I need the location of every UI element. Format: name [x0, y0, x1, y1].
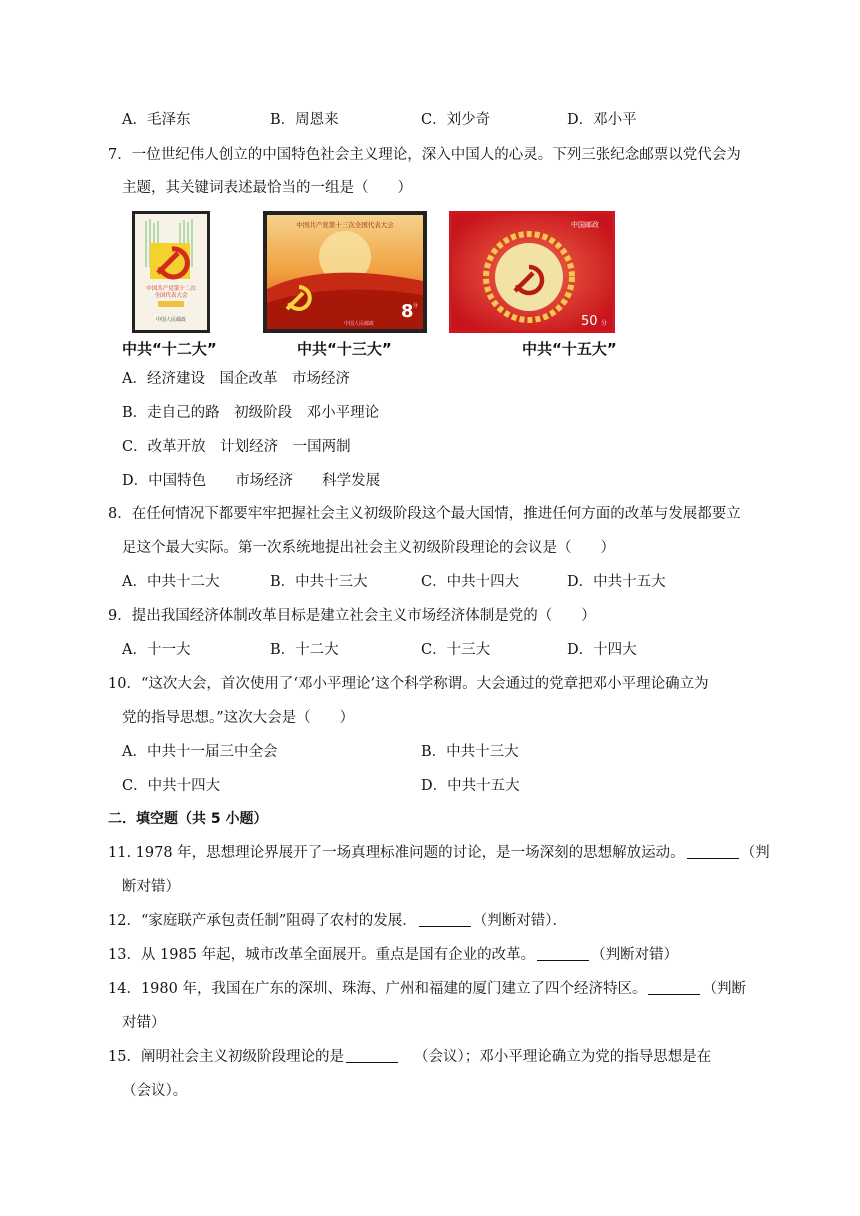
q9-option-a: A．十一大 — [122, 642, 191, 658]
q13-line — [108, 945, 678, 965]
q7-stem-line1: 7．一位世纪伟人创立的中国特色社会主义理论，深入中国人的心灵。下列三张纪念邮票以党代会为 — [108, 147, 741, 163]
stamp2-bottom: 中国人民邮政 — [343, 321, 375, 327]
q6-option-c: C．刘少奇 — [421, 112, 491, 128]
q8-stem-line2: 足这个最大实际。第一次系统地提出社会主义初级阶段理论的会议是（ ） — [122, 540, 615, 556]
q12-text: 12．“家庭联产承包责任制”阻碍了农村的发展． — [108, 913, 417, 929]
q13-judge: （判断对错） — [591, 947, 679, 963]
stamp-caption-15th: 中共“十五大” — [522, 340, 617, 358]
stamp-12th-congress — [132, 211, 210, 333]
stamp3-country: 中国邮政 — [571, 221, 599, 229]
q11-line1 — [108, 843, 770, 863]
q9-stem: 9．提出我国经济体制改革目标是建立社会主义市场经济体制是党的（ ） — [108, 608, 596, 624]
stamp3-value: 50 — [581, 314, 598, 329]
q15-blank-1[interactable] — [346, 1048, 398, 1063]
q15-text2: （会议）；邓小平理论确立为党的指导思想是在 — [413, 1049, 712, 1065]
stamp1-line2: 全国代表大会 — [154, 293, 188, 299]
q14-line1 — [108, 979, 746, 999]
q10-option-a: A．中共十一届三中全会 — [122, 744, 278, 760]
q10-option-c: C．中共十四大 — [122, 778, 221, 794]
q7-option-b: B．走自己的路 初级阶段 邓小平理论 — [122, 405, 380, 421]
q11-text: 11. 1978 年，思想理论界展开了一场真理标准问题的讨论，是一场深刻的思想解放运动。 — [108, 845, 685, 861]
q7-option-c: C．改革开放 计划经济 一国两制 — [122, 439, 351, 455]
q12-line — [108, 911, 567, 931]
stamp2-value: 8 — [401, 301, 414, 322]
q7-option-d: D．中国特色 市场经济 科学发展 — [122, 473, 381, 489]
stamp2-title: 中国共产党第十三次全国代表大会 — [296, 221, 394, 229]
q10-stem-line2: 党的指导思想。”这次大会是（ ） — [122, 710, 355, 726]
stamp-13th-congress — [263, 211, 427, 333]
q6-option-b: B．周恩来 — [270, 112, 339, 128]
q14-judge: （判断 — [702, 981, 746, 997]
stamp-caption-13th: 中共“十三大” — [297, 340, 392, 358]
q9-option-d: D．十四大 — [567, 642, 637, 658]
q8-option-d: D．中共十五大 — [567, 574, 666, 590]
q10-option-d: D．中共十五大 — [421, 778, 520, 794]
q8-option-a: A．中共十二大 — [122, 574, 220, 590]
q13-text: 13．从 1985 年起，城市改革全面展开。重点是国有企业的改革。 — [108, 947, 536, 963]
q14-blank[interactable] — [648, 980, 700, 995]
q15-line1 — [108, 1047, 711, 1067]
q9-option-b: B．十二大 — [270, 642, 339, 658]
q11-blank[interactable] — [687, 844, 739, 859]
stamp1-line1: 中国共产党第十二次 — [146, 286, 196, 292]
q7-stem-line2: 主题，其关键词表述最恰当的一组是（ ） — [122, 180, 412, 196]
stamp-15th-congress — [449, 211, 615, 333]
q12-judge: （判断对错）． — [472, 913, 568, 929]
q14-text: 14．1980 年，我国在广东的深圳、珠海、广州和福建的厦门建立了四个经济特区。 — [108, 981, 647, 997]
q12-blank[interactable] — [419, 912, 471, 927]
q10-option-b: B．中共十三大 — [421, 744, 519, 760]
q15-text: 15．阐明社会主义初级阶段理论的是 — [108, 1049, 344, 1065]
q7-option-a: A．经济建设 国企改革 市场经济 — [122, 371, 350, 387]
q10-stem-line1: 10．“这次大会，首次使用了‘邓小平理论’这个科学称谓。大会通过的党章把邓小平理论确立为 — [108, 676, 709, 692]
stamp-caption-12th: 中共“十二大” — [122, 340, 217, 358]
q11-judge: （判 — [740, 845, 770, 861]
q13-blank[interactable] — [537, 946, 589, 961]
stamp2-unit: 分 — [413, 303, 419, 309]
q8-option-b: B．中共十三大 — [270, 574, 368, 590]
stamp3-unit: 分 — [601, 320, 608, 327]
q14-line2: 对错） — [122, 1015, 166, 1031]
q11-line2: 断对错） — [122, 879, 180, 895]
stamp1-line3: 中国人民邮政 — [155, 317, 187, 323]
q9-option-c: C．十三大 — [421, 642, 491, 658]
q6-option-a: A．毛泽东 — [122, 112, 191, 128]
q8-option-c: C．中共十四大 — [421, 574, 520, 590]
section-fill-in-heading: 二．填空题（共 5 小题） — [108, 811, 268, 827]
q15-line2: （会议）。 — [122, 1083, 188, 1099]
q8-stem-line1: 8．在任何情况下都要牢牢把握社会主义初级阶段这个最大国情，推进任何方面的改革与发展都要立 — [108, 506, 741, 522]
q6-option-d: D．邓小平 — [567, 112, 637, 128]
